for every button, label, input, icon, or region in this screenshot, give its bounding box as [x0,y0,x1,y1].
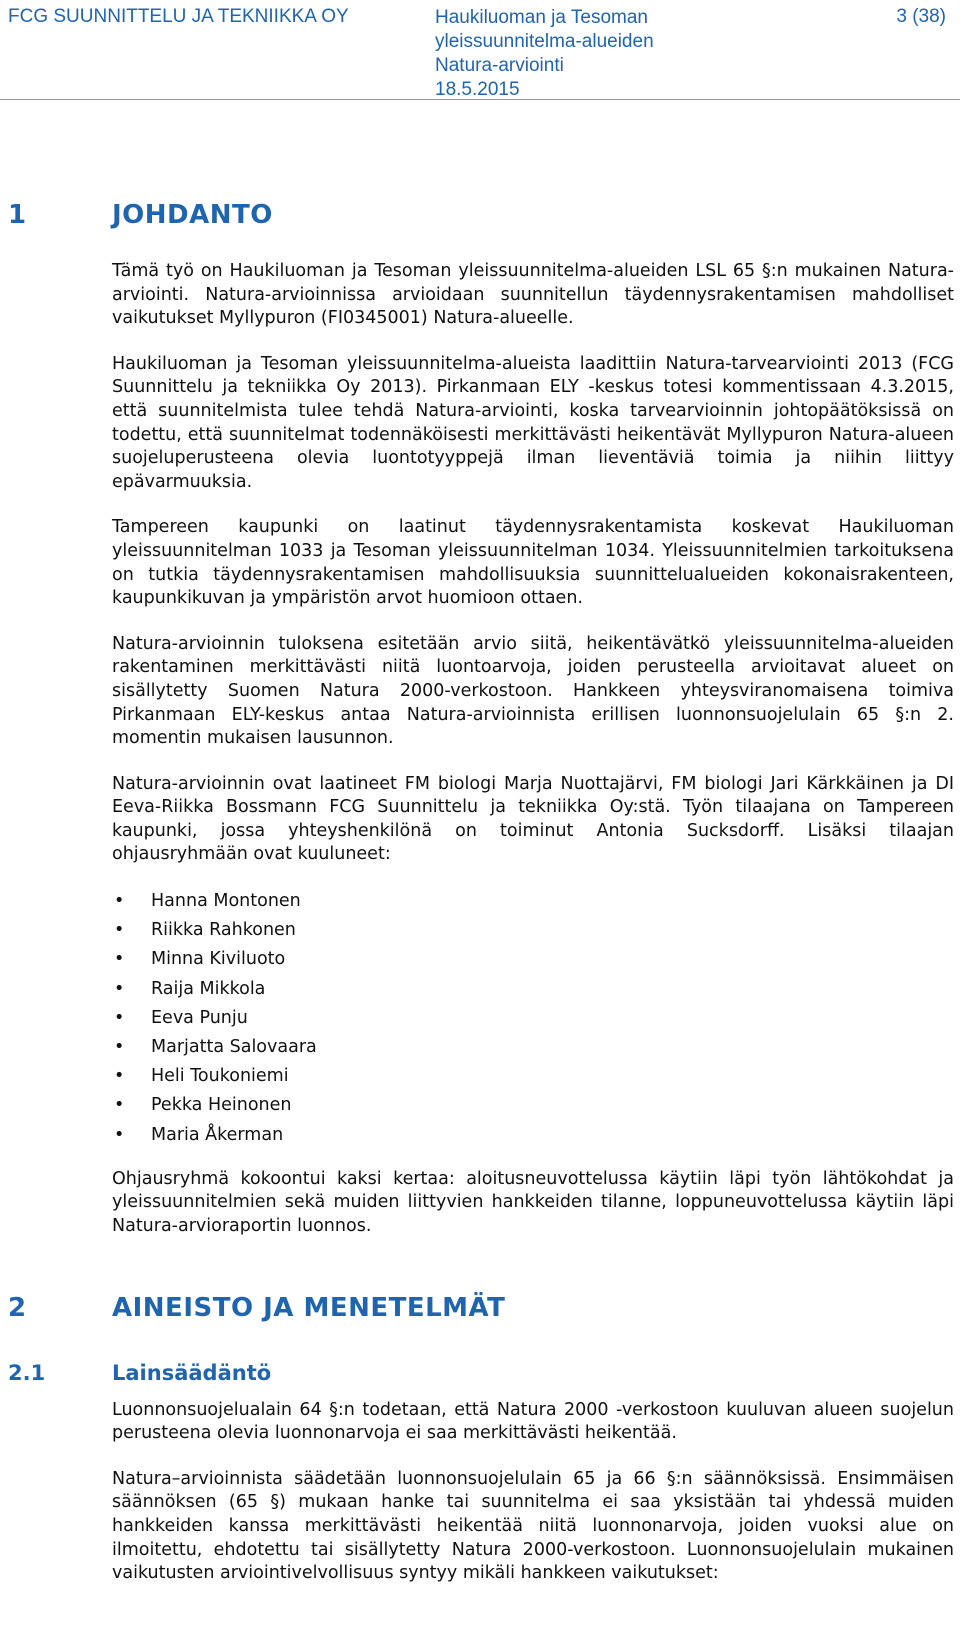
bullet-icon: • [114,1037,125,1058]
bullet-icon: • [114,978,125,999]
section-heading-1 [8,200,954,230]
section-title: AINEISTO JA MENETELMÄT [112,1292,506,1323]
list-item: • Riikka Rahkonen [112,916,954,945]
paragraph: Haukiluoman ja Tesoman yleissuunnitelma-alueista laadittiin Natura-tarvearviointi 2013 (FCG Suunnittelu ja tekniikka Oy 2013). Pirkanmaan ELY -keskus totesi kommentissaan 4.3.2015, että suunnitelmista tulee tehdä Natura-arviointi, koska tarvearvioinnin johtopäätöksissä on todettu, että suunnitelmat todennäköisesti merkittävästi heikentävät Myllypuron Natura-alueen suojeluperusteena olevia luontotyyppejä ilman lieventäviä toimia ja niihin liittyy epävarmuuksia. [112,353,954,492]
bullet-icon: • [114,891,125,912]
bullet-icon: • [114,1124,125,1145]
bullet-icon: • [114,920,125,941]
paragraph: Ohjausryhmä kokoontui kaksi kertaa: aloitusneuvottelussa käytiin läpi työn lähtökohdat ja yleissuunnitelmien sekä muiden liittyvien hankkeiden tilanne, loppuneuvottelussa käytiin läpi Natura-arvioraportin luonnos. [112,1168,954,1237]
section-number: 1 [8,200,27,230]
section-1-body [112,260,954,1239]
list-item: • Minna Kiviluoto [112,945,954,974]
section-2-1-body [112,1399,954,1586]
page-number: 3 (38) [896,6,946,27]
subsection-number: 2.1 [8,1360,46,1385]
list-item: • Hanna Montonen [112,887,954,916]
paragraph: Tämä työ on Haukiluoman ja Tesoman yleissuunnitelma-alueiden LSL 65 §:n mukainen Natura-arviointi. Natura-arvioinnissa arvioidaan suunnitellun täydennysrakentamisen mahdolliset vaikutukset Myllypuron (FI0345001) Natura-alueelle. [112,261,954,329]
bullet-icon: • [114,1095,125,1116]
paragraph: Natura–arvioinnista säädetään luonnonsuojelulain 65 ja 66 §:n säännöksissä. Ensimmäisen säännöksen (65 §) mukaan hanke tai suunnitelma ei saa yksistään tai yhdessä muiden hankkeiden kanssa merkittävästi heikentää niitä luonnonarvoja, joiden vuoksi alue on ilmoitettu, ehdotettu tai sisällytetty Natura 2000-verkostoon. Luonnonsuojelulain mukainen vaikutusten arviointivelvollisuus syntyy mikäli hankkeen vaikutukset: [112,1468,954,1584]
document-title [435,6,654,102]
paragraph: Tampereen kaupunki on laatinut täydennysrakentamista koskevat Haukiluoman yleissuunnitelman 1033 ja Tesoman yleissuunnitelman 1034. Yleissuunnitelmien tarkoituksena on tutkia täydennysrakentamisen mahdollisuuksia suunnittelualueiden kokonaisrakenteen, kaupunkikuvan ja ympäristön arvot huomioon ottaen. [112,517,954,609]
company-name: FCG SUUNNITTELU JA TEKNIIKKA OY [8,6,349,27]
paragraph: Natura-arvioinnin ovat laatineet FM biologi Marja Nuottajärvi, FM biologi Jari Kärkkäinen ja DI Eeva-Riikka Bossmann FCG Suunnittelu ja tekniikka Oy:stä. Työn tilaajana on Tampereen kaupunki, jossa yhteyshenkilönä on toiminut Antonia Sucksdorff. Lisäksi tilaajan ohjausryhmään ovat kuuluneet: [112,773,954,865]
list-item: • Eeva Punju [112,1004,954,1033]
section-title: JOHDANTO [112,200,273,230]
list-item: • Heli Toukoniemi [112,1062,954,1091]
subsection-title: Lainsäädäntö [112,1360,272,1385]
section-heading-2 [8,1293,954,1323]
list-item: • Marjatta Salovaara [112,1033,954,1062]
paragraph: Natura-arvioinnin tuloksena esitetään arvio siitä, heikentävätkö yleissuunnitelma-alueiden rakentaminen merkittävästi niitä luontoarvoja, joiden perusteella arvioitavat alueet on sisällytetty Suomen Natura 2000-verkostoon. Hankkeen yhteysviranomaisena toimiva Pirkanmaan ELY-keskus antaa Natura-arvioinnista erillisen luonnonsuojelulain 65 §:n 2. momentin mukaisen lausunnon. [112,633,954,749]
section-number: 2 [8,1292,27,1323]
list-item: • Maria Åkerman [112,1121,954,1150]
document-body [8,200,954,1586]
bullet-icon: • [114,1066,125,1087]
bullet-icon: • [114,1007,125,1028]
document-title-line: Haukiluoman ja Tesoman [435,7,648,28]
document-title-line: yleissuunnitelma-alueiden [435,31,654,52]
subsection-heading [8,1361,954,1385]
page-header [0,0,960,100]
document-date: 18.5.2015 [435,79,520,100]
paragraph: Luonnonsuojelualain 64 §:n todetaan, että Natura 2000 -verkostoon kuuluvan alueen suojelun perusteena olevia luonnonarvoja ei saa merkittävästi heikentää. [112,1399,954,1444]
list-item: • Raija Mikkola [112,975,954,1004]
bullet-icon: • [114,949,125,970]
document-title-line: Natura-arviointi [435,55,564,76]
steering-group-list [112,887,954,1150]
list-item: • Pekka Heinonen [112,1091,954,1120]
